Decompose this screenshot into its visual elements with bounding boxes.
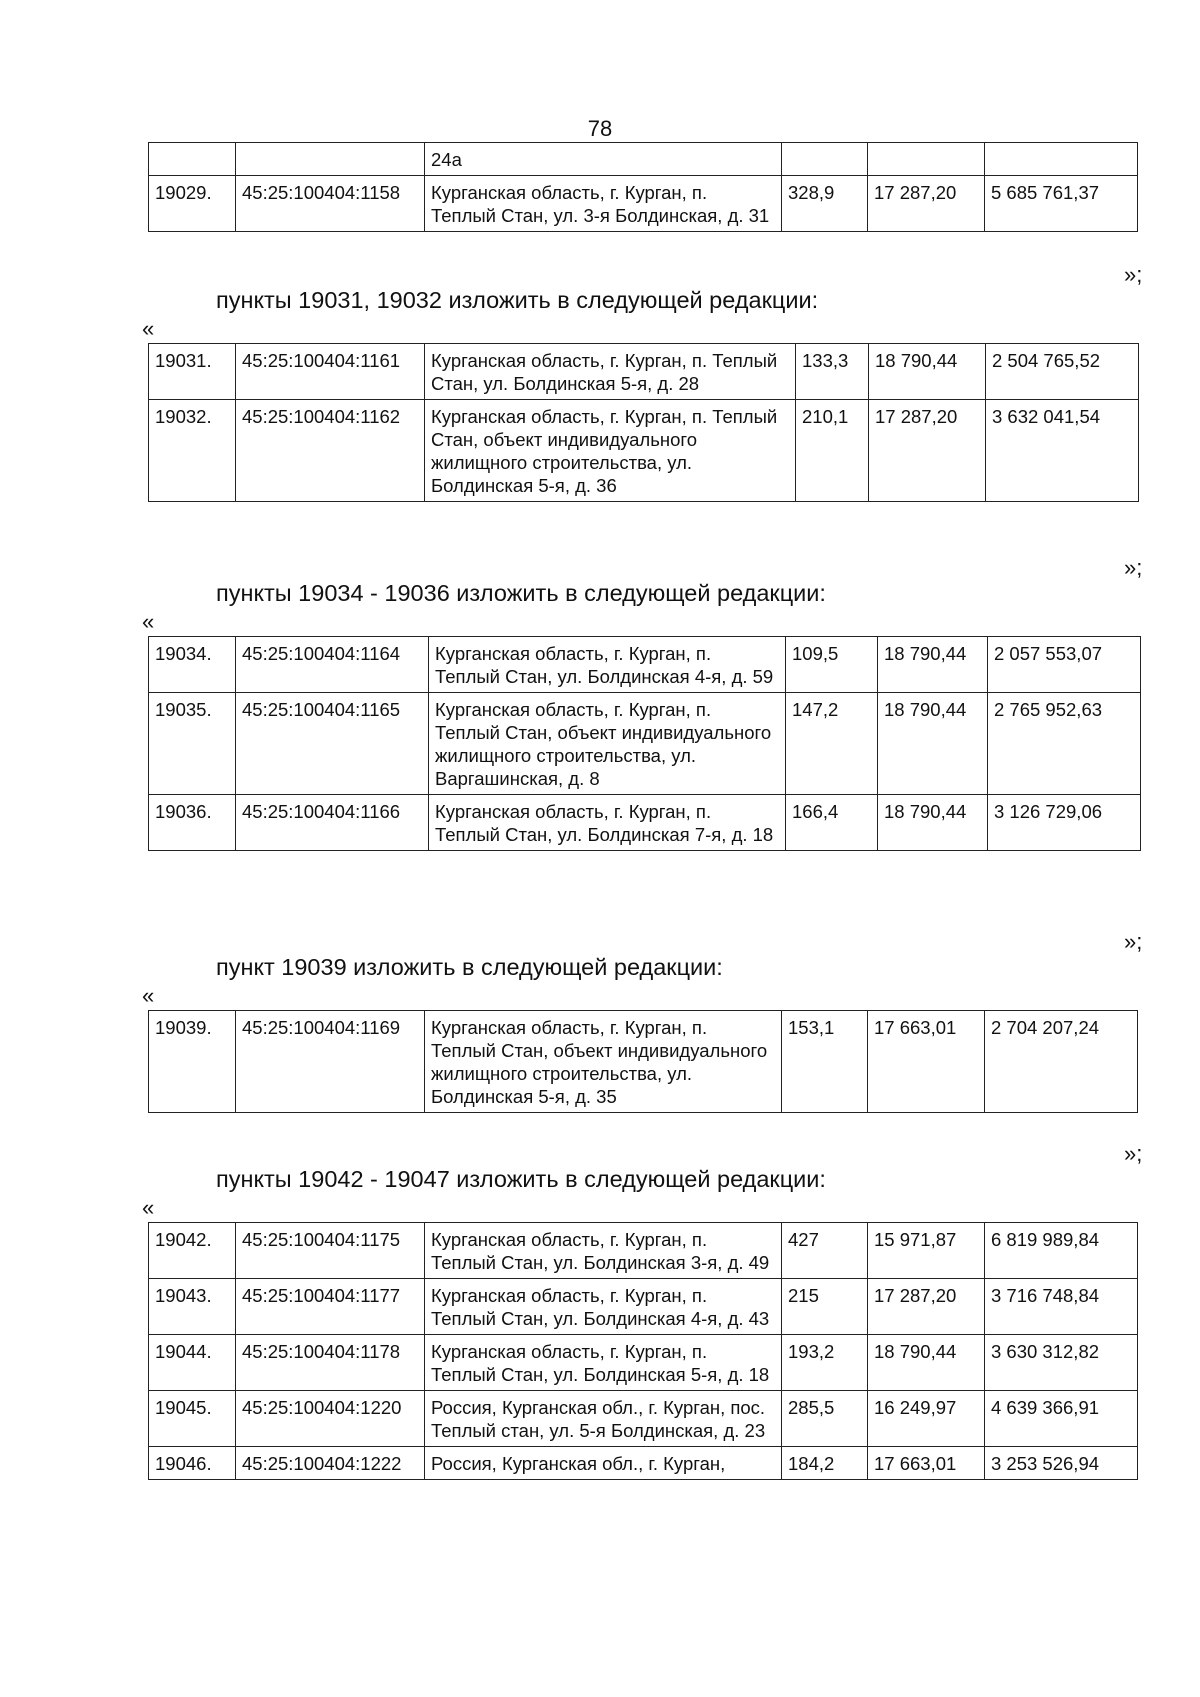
unit-price: 16 249,97: [868, 1391, 985, 1447]
address: Россия, Курганская обл., г. Курган, пос. Теплый стан, ул. 5-я Болдинская, д. 23: [425, 1391, 782, 1447]
table-row: [149, 143, 1138, 176]
item-number: 19032.: [149, 400, 236, 502]
address: Курганская область, г. Курган, п. Теплый Стан, объект индивидуального жилищного строительства, ул. Болдинская 5-я, д. 35: [425, 1011, 782, 1113]
unit-price: 18 790,44: [869, 344, 986, 400]
opening-quote: «: [142, 609, 155, 634]
area: 133,3: [796, 344, 869, 400]
address: Россия, Курганская обл., г. Курган,: [425, 1447, 782, 1480]
area: [782, 143, 868, 176]
page-number: 78: [587, 116, 613, 141]
property-table-5: [148, 1222, 1138, 1480]
cadastral-value: [985, 143, 1138, 176]
cadastral-value: 3 126 729,06: [988, 795, 1141, 851]
address: Курганская область, г. Курган, п. Теплый Стан, ул. Болдинская 5-я, д. 28: [425, 344, 796, 400]
amendment-instruction: пункты 19034 - 19036 изложить в следующей редакции:: [216, 580, 826, 606]
area: 147,2: [786, 693, 878, 795]
address: Курганская область, г. Курган, п. Теплый Стан, объект индивидуального жилищного строительства, ул. Болдинская 5-я, д. 36: [425, 400, 796, 502]
cadastral-value: 3 630 312,82: [985, 1335, 1138, 1391]
cadastral-number: 45:25:100404:1177: [236, 1279, 425, 1335]
cadastral-value: 2 704 207,24: [985, 1011, 1138, 1113]
unit-price: 18 790,44: [878, 693, 988, 795]
cadastral-number: 45:25:100404:1161: [236, 344, 425, 400]
item-number: 19036.: [149, 795, 236, 851]
unit-price: 17 663,01: [868, 1447, 985, 1480]
item-number: 19044.: [149, 1335, 236, 1391]
area: 328,9: [782, 176, 868, 232]
opening-quote: «: [142, 316, 155, 341]
cadastral-number: 45:25:100404:1166: [236, 795, 429, 851]
property-table-3: [148, 636, 1141, 851]
address: Курганская область, г. Курган, п. Теплый Стан, ул. Болдинская 4-я, д. 59: [429, 637, 786, 693]
unit-price: 18 790,44: [878, 637, 988, 693]
table-row: [149, 176, 1138, 232]
opening-quote: «: [142, 983, 155, 1008]
area: 109,5: [786, 637, 878, 693]
property-table-1: [148, 142, 1138, 232]
item-number: 19043.: [149, 1279, 236, 1335]
area: 184,2: [782, 1447, 868, 1480]
address: Курганская область, г. Курган, п. Теплый Стан, ул. Болдинская 5-я, д. 18: [425, 1335, 782, 1391]
table-row: [149, 637, 1141, 693]
cadastral-number: 45:25:100404:1162: [236, 400, 425, 502]
table-row: [149, 1279, 1138, 1335]
cadastral-value: 4 639 366,91: [985, 1391, 1138, 1447]
closing-quote: »;: [1124, 262, 1143, 287]
item-number: 19035.: [149, 693, 236, 795]
unit-price: 18 790,44: [868, 1335, 985, 1391]
table-row: [149, 1335, 1138, 1391]
address: Курганская область, г. Курган, п. Теплый Стан, ул. Болдинская 4-я, д. 43: [425, 1279, 782, 1335]
unit-price: 17 287,20: [869, 400, 986, 502]
area: 427: [782, 1223, 868, 1279]
address: Курганская область, г. Курган, п. Теплый Стан, объект индивидуального жилищного строительства, ул. Варгашинская, д. 8: [429, 693, 786, 795]
cadastral-number: 45:25:100404:1164: [236, 637, 429, 693]
cadastral-value: 2 504 765,52: [986, 344, 1139, 400]
cadastral-value: 6 819 989,84: [985, 1223, 1138, 1279]
table-row: [149, 344, 1139, 400]
closing-quote: »;: [1124, 929, 1143, 954]
unit-price: [868, 143, 985, 176]
table-row: [149, 1223, 1138, 1279]
area: 153,1: [782, 1011, 868, 1113]
address: Курганская область, г. Курган, п. Теплый Стан, ул. Болдинская 7-я, д. 18: [429, 795, 786, 851]
table-row: [149, 1011, 1138, 1113]
item-number: 19039.: [149, 1011, 236, 1113]
area: 210,1: [796, 400, 869, 502]
item-number: 19045.: [149, 1391, 236, 1447]
cadastral-number: 45:25:100404:1165: [236, 693, 429, 795]
cadastral-number: 45:25:100404:1175: [236, 1223, 425, 1279]
unit-price: 17 287,20: [868, 176, 985, 232]
cadastral-number: 45:25:100404:1220: [236, 1391, 425, 1447]
area: 193,2: [782, 1335, 868, 1391]
amendment-instruction: пункты 19042 - 19047 изложить в следующей редакции:: [216, 1166, 826, 1192]
cadastral-number: 45:25:100404:1158: [236, 176, 425, 232]
area: 166,4: [786, 795, 878, 851]
area: 215: [782, 1279, 868, 1335]
address: Курганская область, г. Курган, п. Теплый Стан, ул. 3-я Болдинская, д. 31: [425, 176, 782, 232]
closing-quote: »;: [1124, 555, 1143, 580]
table-row: [149, 1447, 1138, 1480]
unit-price: 18 790,44: [878, 795, 988, 851]
unit-price: 17 287,20: [868, 1279, 985, 1335]
table-row: [149, 1391, 1138, 1447]
cadastral-value: 5 685 761,37: [985, 176, 1138, 232]
unit-price: 15 971,87: [868, 1223, 985, 1279]
address: 24а: [425, 143, 782, 176]
cadastral-value: 3 253 526,94: [985, 1447, 1138, 1480]
closing-quote: »;: [1124, 1141, 1143, 1166]
item-number: 19042.: [149, 1223, 236, 1279]
property-table-2: [148, 343, 1139, 502]
unit-price: 17 663,01: [868, 1011, 985, 1113]
table-row: [149, 693, 1141, 795]
amendment-instruction: пункт 19039 изложить в следующей редакции:: [216, 954, 723, 980]
cadastral-value: 2 057 553,07: [988, 637, 1141, 693]
cadastral-number: 45:25:100404:1169: [236, 1011, 425, 1113]
address: Курганская область, г. Курган, п. Теплый Стан, ул. Болдинская 3-я, д. 49: [425, 1223, 782, 1279]
table-row: [149, 795, 1141, 851]
item-number: 19034.: [149, 637, 236, 693]
cadastral-value: 2 765 952,63: [988, 693, 1141, 795]
property-table-4: [148, 1010, 1138, 1113]
cadastral-number: [236, 143, 425, 176]
table-row: [149, 400, 1139, 502]
item-number: 19029.: [149, 176, 236, 232]
area: 285,5: [782, 1391, 868, 1447]
cadastral-number: 45:25:100404:1222: [236, 1447, 425, 1480]
cadastral-value: 3 632 041,54: [986, 400, 1139, 502]
item-number: 19031.: [149, 344, 236, 400]
amendment-instruction: пункты 19031, 19032 изложить в следующей редакции:: [216, 287, 819, 313]
item-number: 19046.: [149, 1447, 236, 1480]
opening-quote: «: [142, 1195, 155, 1220]
cadastral-value: 3 716 748,84: [985, 1279, 1138, 1335]
item-number: [149, 143, 236, 176]
cadastral-number: 45:25:100404:1178: [236, 1335, 425, 1391]
